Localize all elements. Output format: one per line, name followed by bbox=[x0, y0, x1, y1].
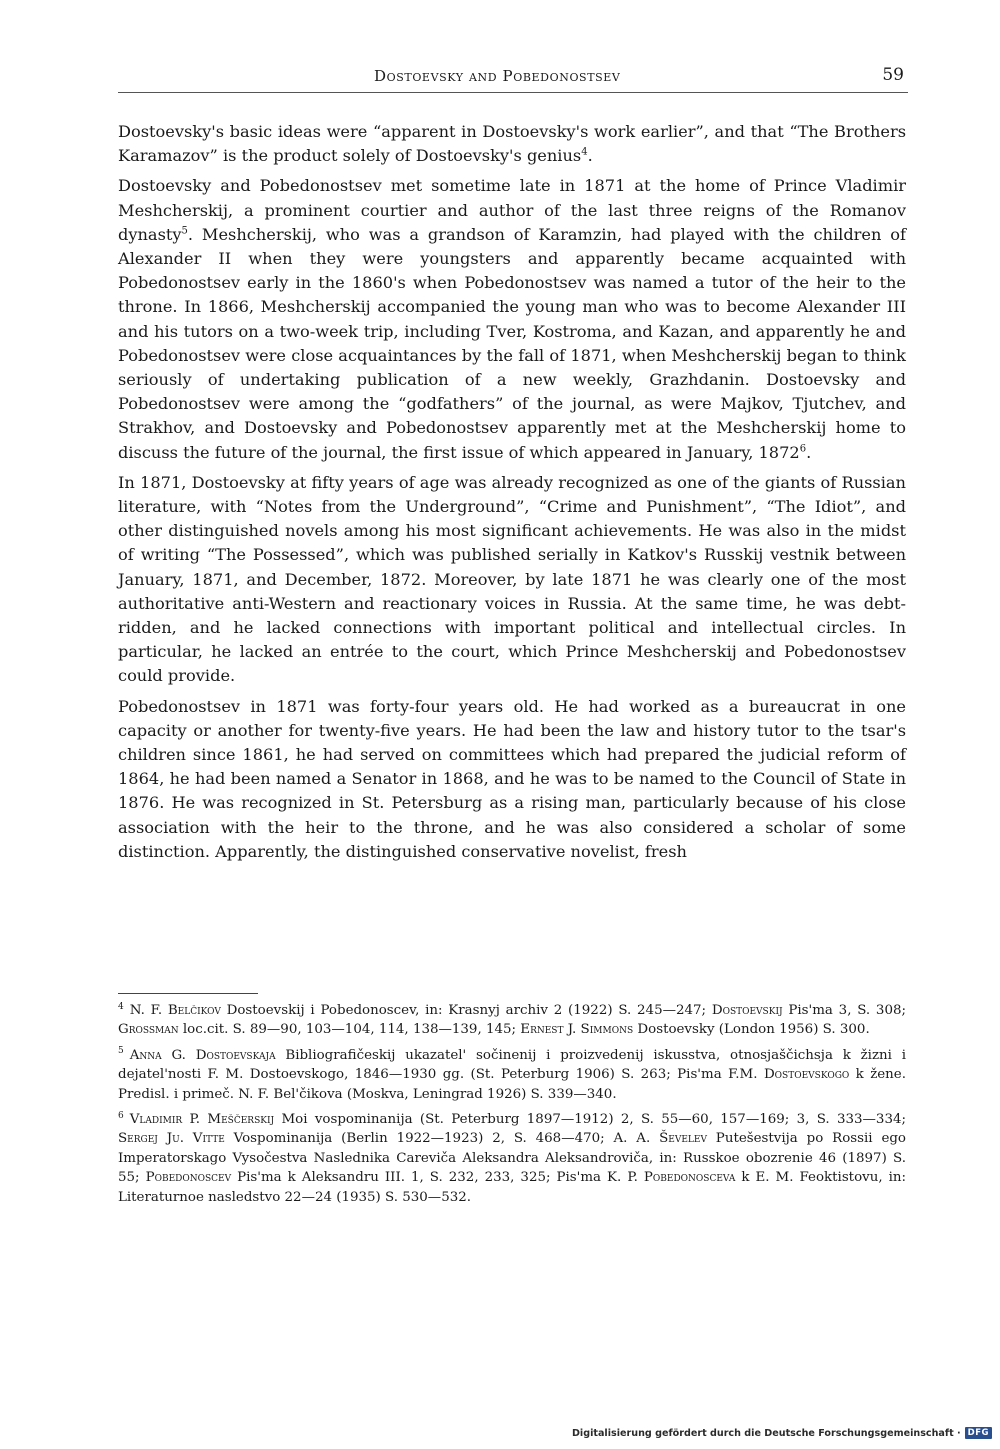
footnote-text: k žene. Predisl. i primeč. N. F. Bel'čikova (Moskva, Leningrad 1926) S. 339—340. bbox=[118, 1067, 906, 1102]
footnote-4 bbox=[118, 1001, 906, 1040]
footnote-ref-5: 5 bbox=[181, 225, 188, 237]
paragraph-2 bbox=[118, 174, 906, 464]
footnote-text: k E. M. Feoktistovu, in: Literaturnoe nasledstvo 22—24 (1935) S. 530—532. bbox=[118, 1170, 907, 1205]
footnote-ref-4: 4 bbox=[581, 146, 588, 158]
paragraph-1-end: . bbox=[587, 146, 593, 166]
footnote-mark: 5 bbox=[118, 1046, 124, 1057]
footnote-mark: 4 bbox=[118, 1001, 124, 1012]
paragraph-2-end: . bbox=[806, 442, 812, 462]
footnote-author: Pobedonosceva bbox=[643, 1170, 736, 1186]
credit-text: Digitalisierung gefördert durch die Deutsche Forschungsgemeinschaft · bbox=[571, 1427, 961, 1439]
footnote-separator bbox=[118, 993, 258, 994]
footnote-author: N. F. Belčikov bbox=[129, 1003, 221, 1018]
footnote-text: Pis'ma 3, S. 308; bbox=[782, 1003, 906, 1018]
footnotes bbox=[118, 1001, 906, 1213]
paragraph-2-text-a: Dostoevsky and Pobedonostsev met sometime late in 1871 at the home of Prince Vladimir Meshcherskij, a prominent courtier and author of the last three reigns of the Romanov dynasty bbox=[118, 176, 906, 244]
footnote-ref-6: 6 bbox=[799, 443, 807, 455]
footnote-mark: 6 bbox=[118, 1110, 124, 1121]
footnote-author: Sergej Ju. Vitte bbox=[118, 1131, 225, 1147]
footnote-author: Grossman bbox=[118, 1022, 179, 1038]
footnote-author: Ernest J. Simmons bbox=[520, 1022, 634, 1038]
footnote-author: Pobedonoscev bbox=[145, 1170, 232, 1186]
footnote-6 bbox=[118, 1110, 906, 1207]
footnote-text: Dostoevsky (London 1956) S. 300. bbox=[633, 1022, 870, 1038]
paragraph-3: In 1871, Dostoevsky at fifty years of age was already recognized as one of the giants of Russian literature, with “Notes from the Underground”, “Crime and Punishment”, “The Idiot”, and other distinguished novels among his most significant achievements. He was also in the midst of writing “The Possessed”, which was published serially in Katkov's Russkij vestnik between January, 1871, and December, 1872. Moreover, by late 1871 he was clearly one of the most authoritative anti-Western and reactionary voices in Russia. At the same time, he was debt-ridden, and he lacked connections with important political and intellectual circles. In particular, he lacked an entrée to the court, which Prince Meshcherskij and Pobedonostsev could provide. bbox=[118, 472, 906, 686]
running-head-title: Dostoevsky and Pobedonostsev bbox=[374, 67, 621, 85]
footnote-text: Pis'ma k Aleksandru III. 1, S. 232, 233, 325; Pis'ma K. P. bbox=[231, 1170, 644, 1186]
dfg-logo: DFG bbox=[965, 1427, 992, 1439]
footnote-text: Vospominanija (Berlin 1922—1923) 2, S. 468—470; bbox=[224, 1131, 614, 1147]
footnote-author: Dostoevskij bbox=[711, 1003, 783, 1018]
footnote-text: Bibliografičeskij ukazatel' sočinenij i proizvedenij iskusstva, otnosjaščichsja k žizni i dejatel'nosti F. M. Dostoevskogo, 1846—1930 gg. (St. Peterburg 1906) S. 263; Pis'ma F.M. bbox=[118, 1047, 906, 1083]
paragraph-1 bbox=[118, 120, 906, 168]
page-number: 59 bbox=[882, 65, 904, 85]
footnote-text: Dostoevskij i Pobedonoscev, in: Krasnyj archiv 2 (1922) S. 245—247; bbox=[220, 1003, 712, 1018]
footnote-text: Moi vospominanija (St. Peterburg 1897—1912) 2, S. 55—60, 157—169; 3, S. 333—334; bbox=[274, 1112, 906, 1128]
main-text bbox=[118, 120, 906, 870]
footnote-author: Vladimir P. Meščerskij bbox=[129, 1112, 275, 1128]
running-header bbox=[118, 64, 908, 93]
footnote-text: Putešestvija po Rossii ego Imperatorskago Vysočestva Naslednika Careviča Aleksandra Aleksandroviča, in: Russkoe obozrenie 46 (1897) S. 55; bbox=[118, 1131, 906, 1186]
footnote-5 bbox=[118, 1046, 906, 1104]
footnote-author: A. A. Ševelev bbox=[613, 1131, 707, 1147]
paragraph-4: Pobedonostsev in 1871 was forty-four years old. He had worked as a bureaucrat in one capacity or another for twenty-five years. He had been the law and history tutor to the tsar's children since 1861, he had served on committees which had prepared the judicial reform of 1864, he had been named a Senator in 1868, and he was to be named to the Council of State in 1876. He was recognized in St. Petersburg as a rising man, particularly because of his close association with the heir to the throne, and he was also considered a scholar of some distinction. Apparently, the distinguished conservative novelist, fresh bbox=[118, 696, 906, 861]
paragraph-2-text-b: . Meshcherskij, who was a grandson of Karamzin, had played with the children of Alexander II when they were youngsters and apparently became acquainted with Pobedonostsev early in the 1860's when Pobedonostsev was named a tutor of the heir to the throne. In 1866, Meshcherskij accompanied the young man who was to become Alexander III and his tutors on a two-week trip, including Tver, Kostroma, and Kazan, and apparently he and Pobedonostsev were close acquaintances by the fall of 1871, when Meshcherskij began to think seriously of undertaking publication of a new weekly, Grazhdanin. Dostoevsky and Pobedonostsev were among the “godfathers” of the journal, as were Majkov, Tjutchev, and Strakhov, and Dostoevsky and Pobedonostsev apparently met at the Meshcherskij home to discuss the future of the journal, the first issue of which appeared in January, 1872 bbox=[118, 224, 906, 462]
digitization-credit bbox=[572, 1427, 992, 1439]
paragraph-1-text: Dostoevsky's basic ideas were “apparent in Dostoevsky's work earlier”, and that “The Brothers Karamazov” is the product solely of Dostoevsky's genius bbox=[118, 122, 906, 166]
footnote-author: Dostoevskogo bbox=[763, 1067, 850, 1083]
footnote-author: Anna G. Dostoevskaja bbox=[129, 1047, 276, 1063]
footnote-text: loc.cit. S. 89—90, 103—104, 114, 138—139, 145; bbox=[178, 1022, 521, 1038]
